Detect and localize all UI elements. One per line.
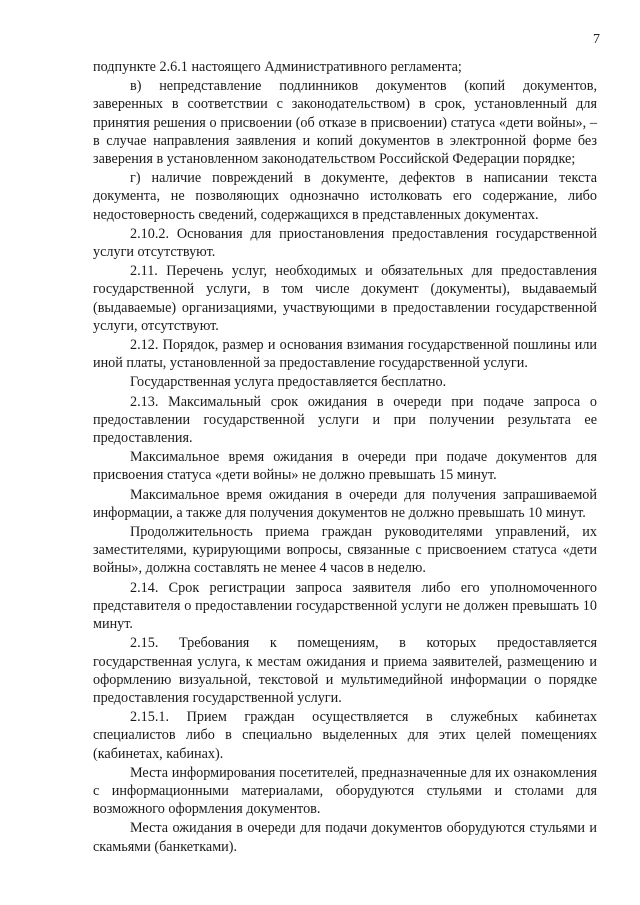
paragraph-waiting-places: Места ожидания в очереди для подачи документов оборудуются стульями и скамьями (банкетками). xyxy=(93,820,597,855)
document-body xyxy=(93,58,597,856)
paragraph-2-12: 2.12. Порядок, размер и основания взимания государственной пошлины или иной платы, установленной за предоставление государственной услуги. xyxy=(93,337,597,372)
paragraph-reception-hours: Продолжительность приема граждан руководителями управлений, их заместителями, курирующими вопросы, связанные с присвоением статуса «дети войны», должна составлять не менее 4 часов в неделю. xyxy=(93,524,597,577)
paragraph-2-15: 2.15. Требования к помещениям, в которых предоставляется государственная услуга, к местам ожидания и приема заявителей, размещению и оформлению визуальной, текстовой и мультимедийной информации о порядке предоставления государственной услуги. xyxy=(93,635,597,706)
paragraph-wait-receipt: Максимальное время ожидания в очереди для получения запрашиваемой информации, а также для получения документов не должно превышать 10 минут. xyxy=(93,486,597,521)
paragraph-continuation: подпункте 2.6.1 настоящего Административного регламента; xyxy=(93,59,462,75)
paragraph-2-10-2: 2.10.2. Основания для приостановления предоставления государственной услуги отсутствуют. xyxy=(93,225,597,261)
paragraph-2-15-1: 2.15.1. Прием граждан осуществляется в служебных кабинетах специалистов либо в специально выделенных для этих целей помещениях (кабинетах, кабинах). xyxy=(93,709,597,762)
paragraph-2-13: 2.13. Максимальный срок ожидания в очереди при подаче запроса о предоставлении государственной услуги и при получении результата ее предоставления. xyxy=(93,393,597,447)
paragraph-2-14: 2.14. Срок регистрации запроса заявителя либо его уполномоченного представителя о предоставлении государственной услуги не должен превышать 10 минут. xyxy=(93,579,597,633)
paragraph-wait-submission: Максимальное время ожидания в очереди при подаче документов для присвоения статуса «дети войны» не должно превышать 15 минут. xyxy=(93,449,597,484)
paragraph-item-v: в) непредставление подлинников документов (копий документов, заверенных в соответствии с законодательством) в срок, установленный для принятия решения о присвоении (об отказе в присвоении) статуса «дети войны», – в случае направления заявления и копий документов в электронной форме без заверения в установленном законодательством Российской Федерации порядке; xyxy=(93,78,597,168)
page-number: 7 xyxy=(593,32,600,47)
paragraph-2-11: 2.11. Перечень услуг, необходимых и обязательных для предоставления государственной услуги, в том числе документ (документы), выдаваемый (выдаваемые) организациями, участвующими в предоставлении государственной услуги, отсутствуют. xyxy=(93,263,597,334)
paragraph-item-g: г) наличие повреждений в документе, дефектов в написании текста документа, не позволяющих однозначно истолковать его содержание, либо недостоверность сведений, содержащихся в представленных документах. xyxy=(93,170,597,223)
paragraph-info-places: Места информирования посетителей, предназначенные для их ознакомления с информационными материалами, оборудуются стульями и столами для возможного оформления документов. xyxy=(93,764,597,818)
paragraph-free-service: Государственная услуга предоставляется бесплатно. xyxy=(130,374,447,391)
